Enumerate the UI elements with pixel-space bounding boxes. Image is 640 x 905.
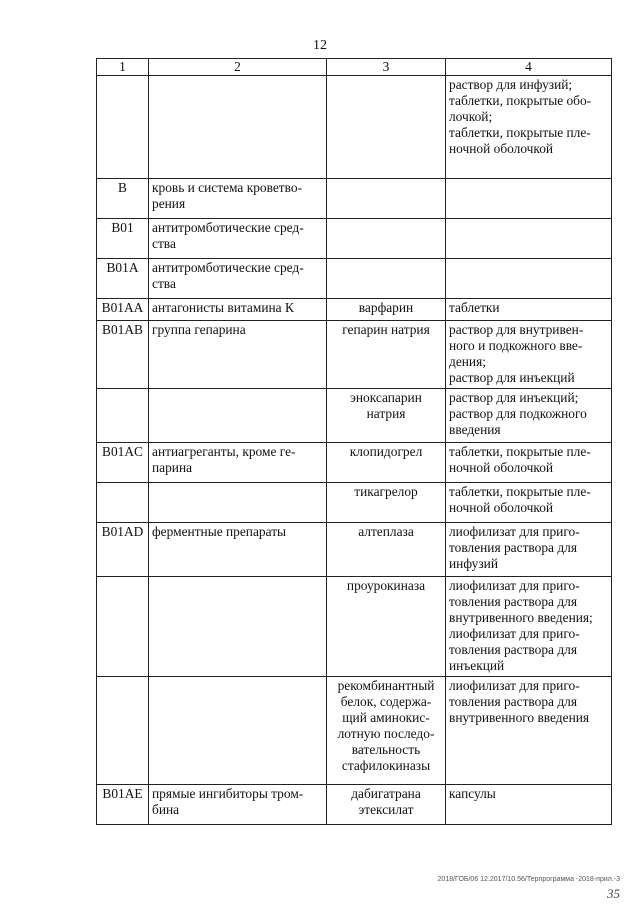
drug-name-cell (327, 219, 446, 259)
atc-code-cell (97, 483, 149, 523)
dosage-form-cell-line: инъекций (449, 658, 505, 673)
atc-code-cell (97, 389, 149, 443)
atc-code-cell: B01AA (97, 299, 149, 321)
drug-name-cell-line: белок, содержа- (340, 694, 432, 709)
atc-code-cell (97, 76, 149, 179)
drug-name-cell (327, 76, 446, 179)
dosage-form-cell-line: раствор для инъекций; (449, 390, 579, 405)
table-row (97, 259, 612, 299)
drug-name-cell-line: варфарин (358, 300, 414, 315)
dosage-form-cell-line: внутривенного введения; (449, 610, 593, 625)
drug-name-cell (327, 443, 446, 483)
table-row (97, 219, 612, 259)
group-name-cell (149, 299, 327, 321)
dosage-form-cell-line: товления раствора для (449, 694, 577, 709)
dosage-form-cell-line: таблетки, покрытые пле- (449, 125, 591, 140)
group-name-cell-line: бина (152, 802, 180, 817)
dosage-form-cell-line: раствор для внутривен- (449, 322, 584, 337)
table-header-row (97, 59, 612, 76)
dosage-form-cell (446, 785, 612, 825)
table-row (97, 76, 612, 179)
dosage-form-cell-line: инфузий (449, 556, 498, 571)
drug-name-cell (327, 389, 446, 443)
dosage-form-cell (446, 523, 612, 577)
dosage-form-cell (446, 321, 612, 389)
header-cell: 2 (149, 59, 327, 76)
table-row (97, 785, 612, 825)
group-name-cell (149, 483, 327, 523)
drug-name-cell (327, 677, 446, 785)
drug-name-cell-line: проурокиназа (346, 578, 426, 593)
group-name-cell-line: прямые ингибиторы тром- (152, 786, 304, 801)
table-row (97, 179, 612, 219)
dosage-form-cell (446, 389, 612, 443)
table-row (97, 483, 612, 523)
dosage-form-cell-line: лочкой; (449, 109, 493, 124)
atc-code-cell: B01AB (97, 321, 149, 389)
dosage-form-cell-line: внутривенного введения (449, 710, 590, 725)
group-name-cell-line: антитромботические сред- (152, 260, 304, 275)
atc-code-cell: B01 (97, 219, 149, 259)
dosage-form-cell-line: лиофилизат для приго- (449, 578, 580, 593)
dosage-form-cell-line: ночной оболочкой (449, 500, 554, 515)
dosage-form-cell-line: таблетки (449, 300, 500, 315)
drug-name-cell-line: гепарин натрия (342, 322, 430, 337)
drug-name-cell-line: стафилокиназы (341, 758, 431, 773)
group-name-cell-line: антиагреганты, кроме ге- (152, 444, 296, 459)
dosage-form-cell-line: ночной оболочкой (449, 460, 554, 475)
header-cell: 4 (446, 59, 612, 76)
dosage-form-cell-line: ночной оболочкой (449, 141, 554, 156)
table-row (97, 299, 612, 321)
group-name-cell-line: антитромботические сред- (152, 220, 304, 235)
drug-name-cell-line: алтеплаза (358, 524, 414, 539)
drug-list-table (96, 58, 612, 825)
drug-name-cell (327, 785, 446, 825)
group-name-cell-line: ства (152, 276, 176, 291)
drug-name-cell (327, 523, 446, 577)
document-footer-stamp: 2018/ГОБ/06 12.2017/10.56/Терпрограмма -2018-прил.-3 (437, 876, 620, 883)
table-row (97, 443, 612, 483)
drug-name-cell-line: вательность (351, 742, 421, 757)
group-name-cell-line: ферментные препараты (152, 524, 287, 539)
dosage-form-cell-line: лиофилизат для приго- (449, 524, 580, 539)
dosage-form-cell-line: таблетки, покрытые пле- (449, 444, 591, 459)
dosage-form-cell (446, 259, 612, 299)
dosage-form-cell-line: лиофилизат для приго- (449, 678, 580, 693)
group-name-cell (149, 219, 327, 259)
table-row (97, 577, 612, 677)
atc-code-cell: B01AE (97, 785, 149, 825)
dosage-form-cell-line: раствор для инъекций (449, 370, 575, 385)
dosage-form-cell-line: капсулы (449, 786, 496, 801)
drug-name-cell (327, 321, 446, 389)
drug-name-cell (327, 299, 446, 321)
dosage-form-cell-line: раствор для инфузий; (449, 77, 573, 92)
atc-code-cell: B01AC (97, 443, 149, 483)
group-name-cell (149, 389, 327, 443)
drug-name-cell-line: натрия (366, 406, 406, 421)
group-name-cell (149, 677, 327, 785)
dosage-form-cell-line: таблетки, покрытые пле- (449, 484, 591, 499)
dosage-form-cell (446, 483, 612, 523)
dosage-form-cell (446, 299, 612, 321)
dosage-form-cell-line: товления раствора для (449, 540, 577, 555)
dosage-form-cell (446, 76, 612, 179)
group-name-cell (149, 785, 327, 825)
atc-code-cell (97, 677, 149, 785)
table-row (97, 523, 612, 577)
group-name-cell (149, 577, 327, 677)
group-name-cell (149, 76, 327, 179)
group-name-cell (149, 321, 327, 389)
sheet-number: 35 (607, 886, 620, 901)
drug-name-cell-line: тикагрелор (354, 484, 418, 499)
page-number: 12 (313, 38, 327, 53)
header-cell: 1 (97, 59, 149, 76)
dosage-form-cell-line: дения; (449, 354, 486, 369)
dosage-form-cell-line: таблетки, покрытые обо- (449, 93, 592, 108)
atc-code-cell (97, 577, 149, 677)
dosage-form-cell-line: раствор для подкожного (449, 406, 587, 421)
dosage-form-cell-line: ного и подкожного вве- (449, 338, 583, 353)
atc-code-cell: B01AD (97, 523, 149, 577)
group-name-cell (149, 259, 327, 299)
dosage-form-cell (446, 219, 612, 259)
group-name-cell (149, 179, 327, 219)
drug-name-cell-line: этексилат (358, 802, 414, 817)
dosage-form-cell-line: введения (449, 422, 501, 437)
dosage-form-cell-line: товления раствора для (449, 642, 577, 657)
drug-name-cell-line: щий аминокис- (342, 710, 430, 725)
header-cell: 3 (327, 59, 446, 76)
drug-name-cell-line: эноксапарин (350, 390, 422, 405)
table-row (97, 389, 612, 443)
dosage-form-cell-line: лиофилизат для приго- (449, 626, 580, 641)
group-name-cell (149, 523, 327, 577)
dosage-form-cell (446, 443, 612, 483)
dosage-form-cell (446, 179, 612, 219)
drug-name-cell (327, 179, 446, 219)
group-name-cell-line: рения (152, 196, 186, 211)
atc-code-cell: B01A (97, 259, 149, 299)
group-name-cell-line: антагонисты витамина К (152, 300, 294, 315)
group-name-cell-line: парина (152, 460, 193, 475)
group-name-cell-line: ства (152, 236, 176, 251)
table-body (97, 59, 612, 825)
drug-name-cell-line: лотную последо- (337, 726, 435, 741)
table-row (97, 321, 612, 389)
dosage-form-cell (446, 577, 612, 677)
group-name-cell (149, 443, 327, 483)
drug-name-cell (327, 483, 446, 523)
drug-name-cell (327, 259, 446, 299)
group-name-cell-line: группа гепарина (152, 322, 246, 337)
dosage-form-cell-line: товления раствора для (449, 594, 577, 609)
drug-name-cell-line: клопидогрел (349, 444, 423, 459)
dosage-form-cell (446, 677, 612, 785)
atc-code-cell: B (97, 179, 149, 219)
drug-name-cell-line: рекомбинантный (337, 678, 435, 693)
drug-name-cell-line: дабигатрана (351, 786, 421, 801)
drug-name-cell (327, 577, 446, 677)
group-name-cell-line: кровь и система кроветво- (152, 180, 303, 195)
table-row (97, 677, 612, 785)
